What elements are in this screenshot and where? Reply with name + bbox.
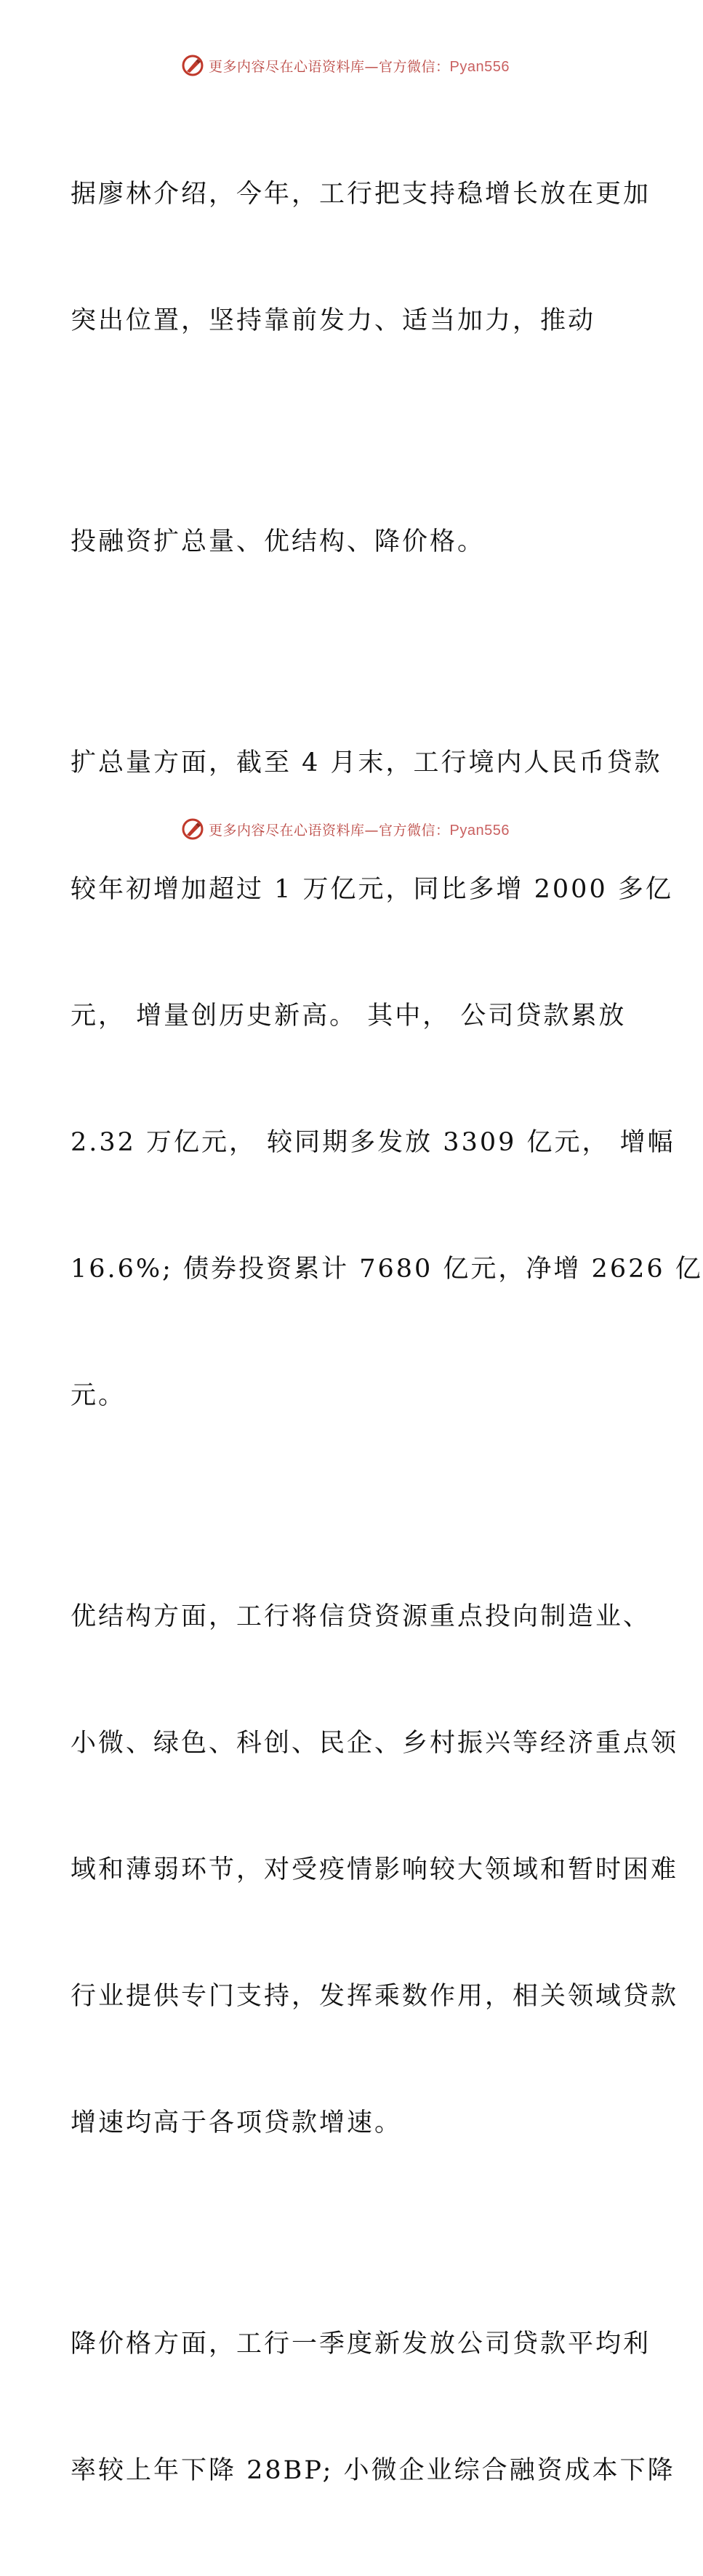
paragraph-2 — [71, 436, 623, 647]
text-line: 元。 — [71, 1381, 126, 1410]
paragraph-5 — [71, 2239, 675, 2576]
text-line: 增速均高于各项贷款增速。 — [71, 2108, 403, 2137]
text-line: 较年初增加超过 1 万亿元，同比多增 2000 多亿 — [71, 875, 673, 904]
text-line: 突出位置，坚持靠前发力、适当加力，推动 — [71, 306, 596, 335]
text-line: 据廖林介绍，今年，工行把支持稳增长放在更加 — [71, 180, 651, 209]
text-line: 扩总量方面，截至 4 月末，工行境内人民币贷款 — [71, 748, 662, 777]
pen-logo-icon — [181, 817, 204, 841]
text-line: 投融资扩总量、优结构、降价格。 — [71, 527, 486, 556]
text-line: 降价格方面，工行一季度新发放公司贷款平均利 — [71, 2329, 651, 2359]
text-line: 域和薄弱环节，对受疫情影响较大领域和暂时困难 — [71, 1855, 679, 1884]
footer-watermark — [0, 815, 691, 844]
text-line: 元， 增量创历史新高。 其中， 公司贷款累放 — [71, 1001, 627, 1031]
article-body — [71, 89, 703, 2576]
pen-logo-icon — [181, 54, 204, 77]
text-line: 行业提供专门支持，发挥乘数作用，相关领域贷款 — [71, 1982, 679, 2011]
paragraph-1 — [71, 89, 651, 426]
text-line: 率较上年下降 28BP; 小微企业综合融资成本下降 — [71, 2456, 675, 2485]
paragraph-4 — [71, 1511, 679, 2228]
text-line: 小微、绿色、科创、民企、乡村振兴等经济重点领 — [71, 1729, 679, 1758]
text-line: 16.6%; 债券投资累计 7680 亿元，净增 2626 亿 — [71, 1255, 703, 1284]
watermark-text: 更多内容尽在心语资料库—官方微信：Pyan556 — [209, 58, 510, 75]
text-line: 2.32 万亿元， 较同期多发放 3309 亿元， 增幅 — [71, 1128, 675, 1157]
header-watermark — [0, 51, 691, 80]
text-line: 优结构方面，工行将信贷资源重点投向制造业、 — [71, 1602, 651, 1631]
paragraph-3 — [71, 657, 703, 1501]
watermark-text: 更多内容尽在心语资料库—官方微信：Pyan556 — [209, 822, 510, 839]
